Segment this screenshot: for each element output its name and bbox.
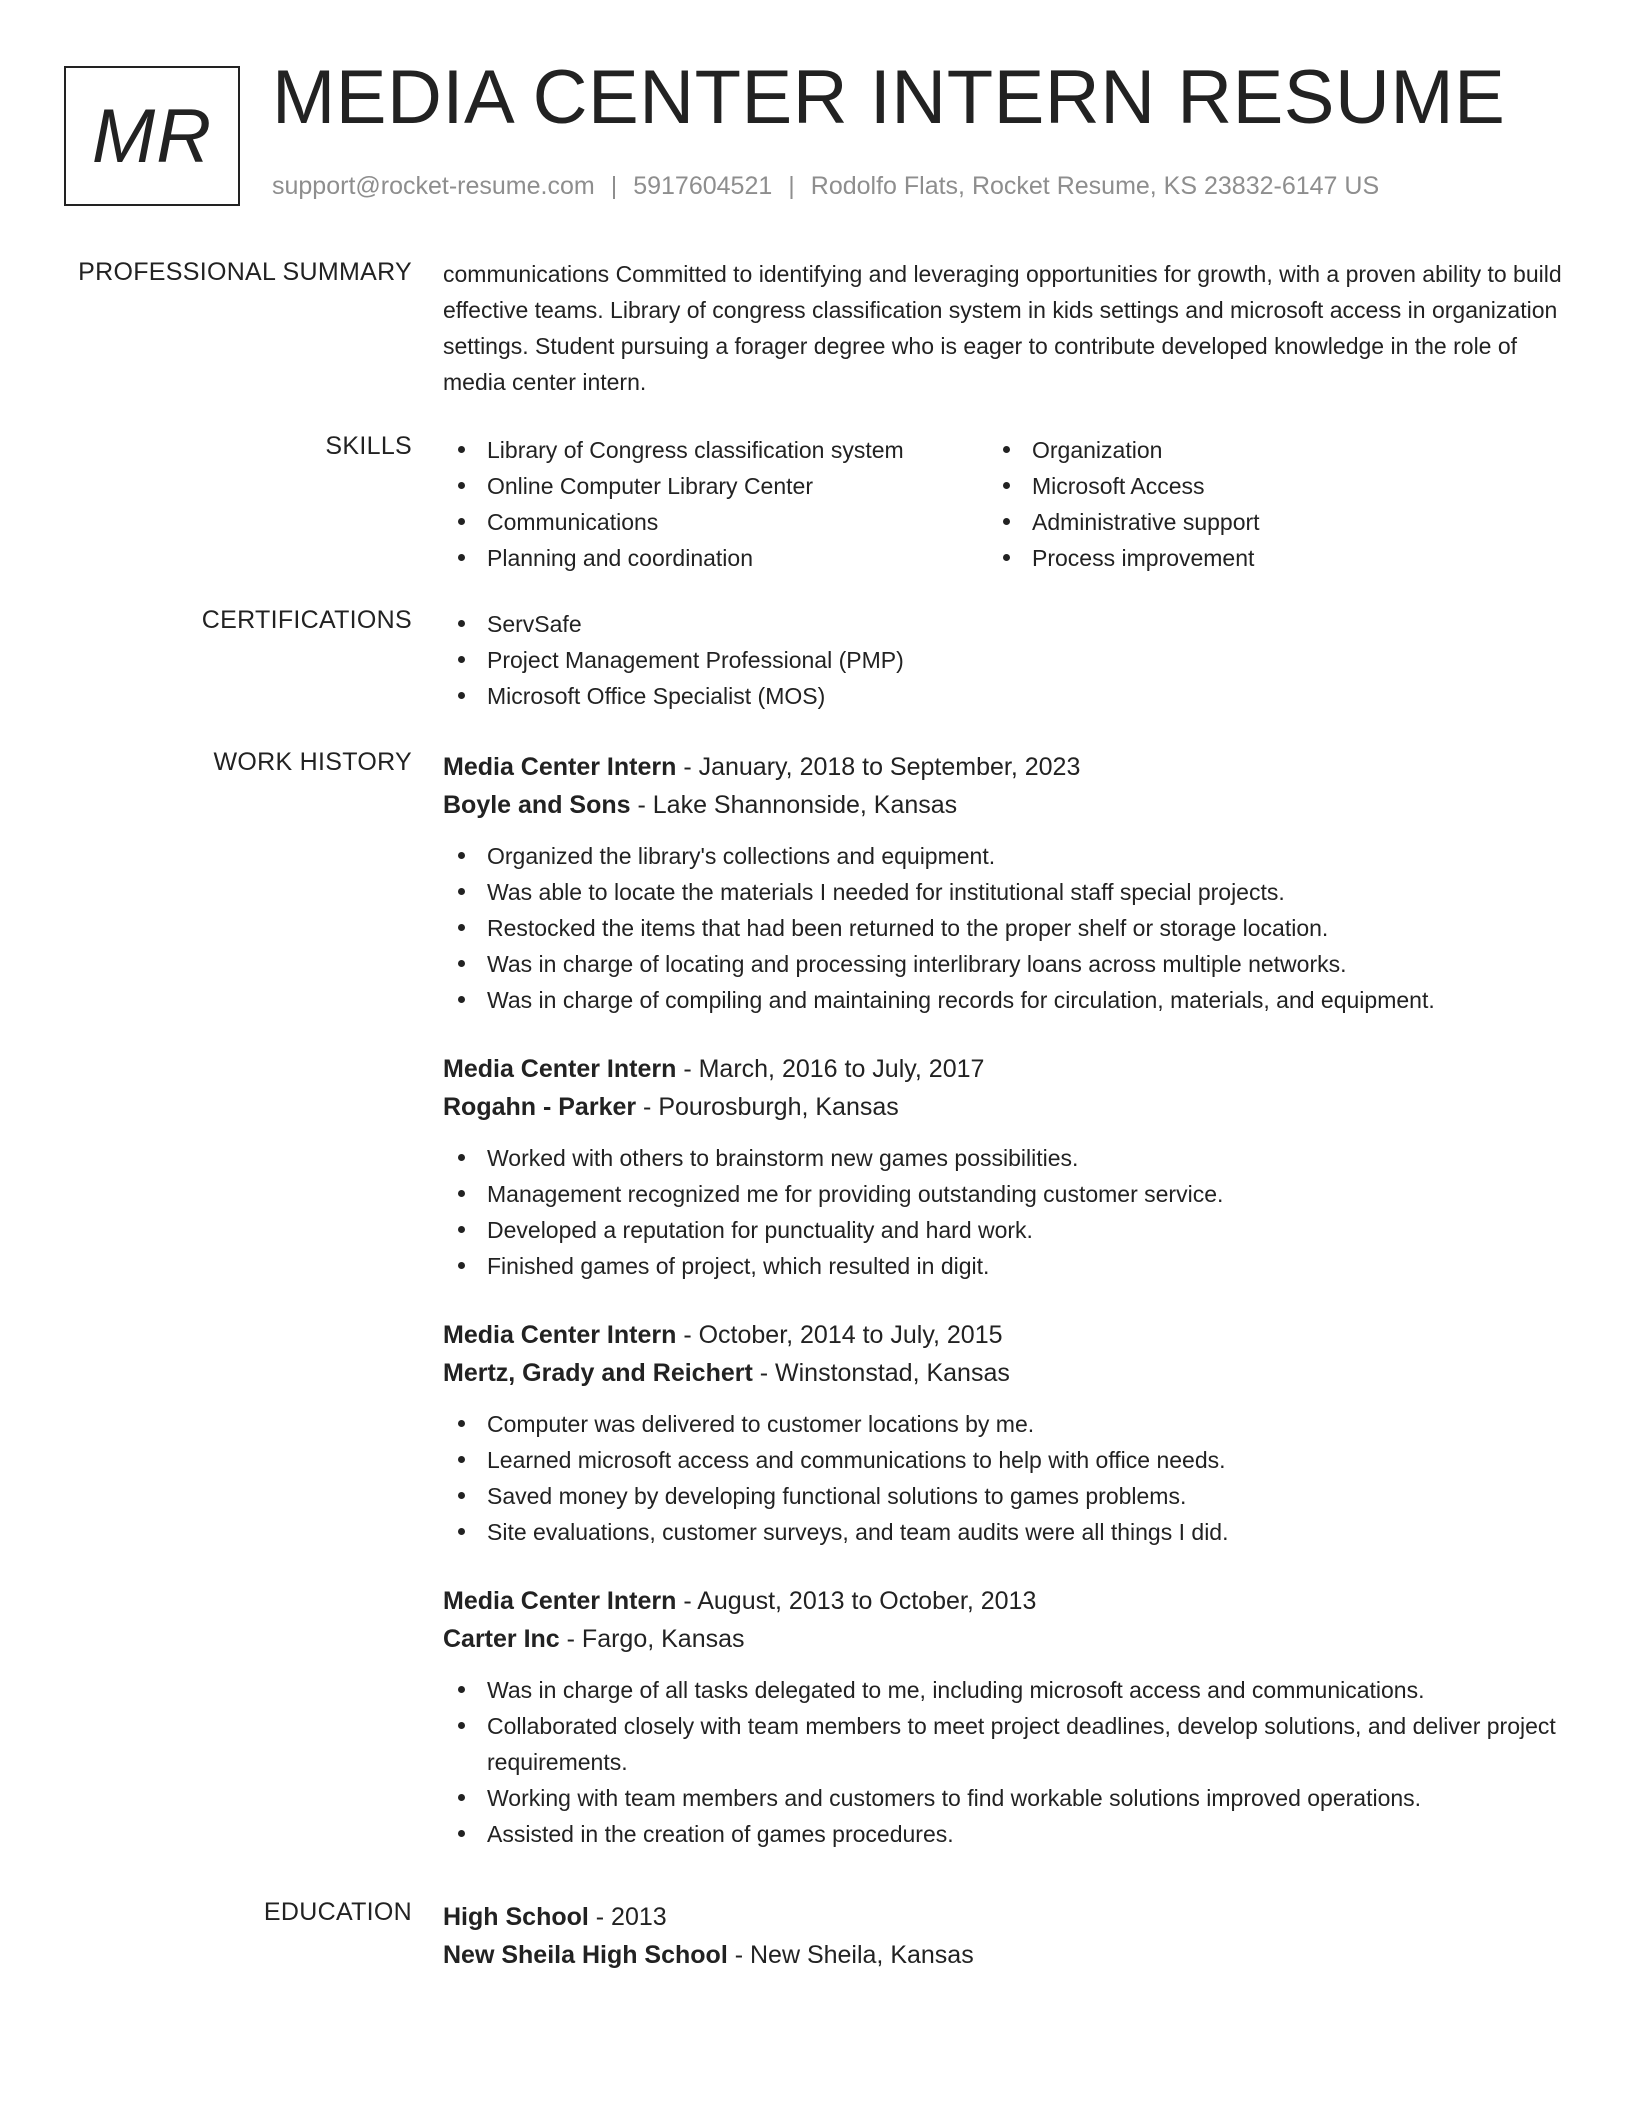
contact-separator: | [788,172,795,200]
skills-grid [443,432,1573,576]
job-entry [443,1050,1573,1284]
certifications-list [443,606,1573,714]
skill-item: Library of Congress classification system [443,432,988,468]
contact-separator: | [610,172,618,200]
job-dates: - August, 2013 to October, 2013 [676,1587,1037,1615]
job-company-line [443,1620,1573,1658]
job-bullet: Site evaluations, customer surveys, and team audits were all things I did. [443,1514,1573,1550]
job-bullet: Saved money by developing functional solutions to games problems. [443,1478,1573,1514]
job-title: Media Center Intern [443,1587,677,1615]
job-location: - Lake Shannonside, Kansas [630,791,958,819]
job-location: - Fargo, Kansas [559,1625,745,1653]
job-title-line [443,1316,1573,1354]
certifications-label: CERTIFICATIONS [201,606,412,634]
skill-item: Administrative support [988,504,1533,540]
job-entry [443,1582,1573,1852]
education-school-line [443,1936,1573,1974]
job-title-line [443,748,1573,786]
contact-email: support@rocket-resume.com [272,172,595,200]
monogram-box [64,66,240,206]
job-bullet: Management recognized me for providing outstanding customer service. [443,1176,1573,1212]
job-bullet: Restocked the items that had been returned to the proper shelf or storage location. [443,910,1573,946]
job-company: Boyle and Sons [443,791,631,819]
job-entry [443,748,1573,1018]
contact-line [272,172,1379,201]
skill-item: Organization [988,432,1533,468]
work-history-content [443,748,1573,1884]
work-history-label: WORK HISTORY [213,748,412,776]
certifications-content [443,606,1573,714]
job-bullet: Worked with others to brainstorm new games possibilities. [443,1140,1573,1176]
summary-content [443,256,1573,400]
education-degree-line [443,1898,1573,1936]
job-location: - Winstonstad, Kansas [752,1359,1010,1387]
contact-phone: 5917604521 [633,172,773,200]
education-label: EDUCATION [263,1898,412,1926]
certification-item: Project Management Professional (PMP) [443,642,1573,678]
skills-label: SKILLS [325,432,412,460]
job-bullet: Learned microsoft access and communications to help with office needs. [443,1442,1573,1478]
job-dates: - March, 2016 to July, 2017 [676,1055,985,1083]
summary-label: PROFESSIONAL SUMMARY [78,258,412,286]
job-bullets [443,1406,1573,1550]
job-title: Media Center Intern [443,753,677,781]
education-degree: High School [443,1903,589,1931]
job-title: Media Center Intern [443,1055,677,1083]
job-company-line [443,786,1573,824]
job-location: - Pourosburgh, Kansas [636,1093,899,1121]
education-school: New Sheila High School [443,1941,728,1969]
job-bullet: Was in charge of compiling and maintaining records for circulation, materials, and equipment. [443,982,1573,1018]
skills-column-2 [988,432,1533,576]
job-company-line [443,1088,1573,1126]
job-dates: - January, 2018 to September, 2023 [676,753,1081,781]
job-bullet: Working with team members and customers to find workable solutions improved operations. [443,1780,1573,1816]
job-title-line [443,1050,1573,1088]
job-bullet: Computer was delivered to customer locations by me. [443,1406,1573,1442]
skill-item: Planning and coordination [443,540,988,576]
summary-text: communications Committed to identifying and leveraging opportunities for growth, with a proven ability to build effective teams. Library of congress classification system in kids settings and microsoft access in organization settings. Student pursuing a forager degree who is eager to contribute developed knowledge in the role of media center intern. [443,261,1562,395]
job-bullet: Assisted in the creation of games procedures. [443,1816,1573,1852]
job-bullets [443,1672,1573,1852]
resume-title: MEDIA CENTER INTERN RESUME [272,55,1506,140]
certification-item: ServSafe [443,606,1573,642]
job-bullet: Organized the library's collections and equipment. [443,838,1573,874]
skills-column-1 [443,432,988,576]
skill-item: Online Computer Library Center [443,468,988,504]
job-company: Rogahn - Parker [443,1093,637,1121]
job-bullet: Was in charge of locating and processing interlibrary loans across multiple networks. [443,946,1573,982]
education-location: - New Sheila, Kansas [727,1941,974,1969]
job-title-line [443,1582,1573,1620]
skill-item: Communications [443,504,988,540]
job-bullets [443,838,1573,1018]
job-bullets [443,1140,1573,1284]
monogram-initials: MR [91,93,213,179]
job-title: Media Center Intern [443,1321,677,1349]
job-bullet: Was able to locate the materials I needed for institutional staff special projects. [443,874,1573,910]
job-company: Carter Inc [443,1625,560,1653]
certification-item: Microsoft Office Specialist (MOS) [443,678,1573,714]
education-year: - 2013 [588,1903,667,1931]
job-entry [443,1316,1573,1550]
job-bullet: Developed a reputation for punctuality and hard work. [443,1212,1573,1248]
job-dates: - October, 2014 to July, 2015 [676,1321,1003,1349]
job-bullet: Was in charge of all tasks delegated to me, including microsoft access and communications. [443,1672,1573,1708]
job-company-line [443,1354,1573,1392]
skill-item: Microsoft Access [988,468,1533,504]
education-content [443,1898,1573,1974]
job-bullet: Finished games of project, which resulted in digit. [443,1248,1573,1284]
skill-item: Process improvement [988,540,1533,576]
job-company: Mertz, Grady and Reichert [443,1359,753,1387]
contact-address: Rodolfo Flats, Rocket Resume, KS 23832-6147 US [810,172,1380,200]
job-bullet: Collaborated closely with team members to meet project deadlines, develop solutions, and deliver project requirements. [443,1708,1573,1780]
